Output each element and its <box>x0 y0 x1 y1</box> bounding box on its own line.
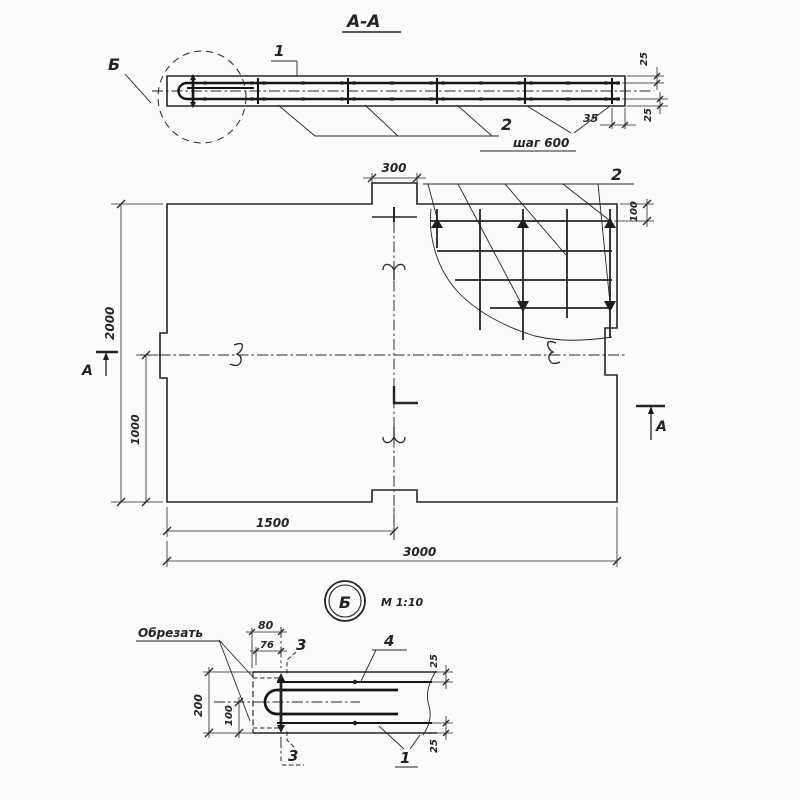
centerline-corner-mark <box>394 386 418 403</box>
detail-circle <box>158 51 246 143</box>
section-mark-right <box>636 406 667 440</box>
item-2-leaders <box>278 105 499 136</box>
item-1-leader <box>271 61 297 76</box>
transverse-bar-arrow-top <box>277 673 285 681</box>
dim-mesh-inset: 100 <box>629 201 640 222</box>
plan-item-2-diagonals <box>428 184 610 305</box>
detail-break-line <box>423 671 436 735</box>
item-3-bottom-label: 3 <box>288 747 299 765</box>
section-a-a <box>108 12 668 151</box>
dim-100-detail: 100 <box>224 705 235 726</box>
plan-item-2-label: 2 <box>611 165 623 184</box>
top-bar-dot <box>353 680 357 684</box>
plan-view <box>81 161 667 567</box>
end-bar-arrow-bottom <box>190 102 196 108</box>
dim-25-bottom-detail: 25 <box>429 739 440 753</box>
dim-3000-ext <box>167 507 617 567</box>
mesh-broken-out <box>430 209 616 340</box>
section-title: А-А <box>347 12 381 32</box>
detail-scale: М 1:10 <box>381 596 424 609</box>
detail-cut-corner-dashes <box>253 678 283 728</box>
break-squiggle-right <box>548 342 560 364</box>
dim-end-offset: 35 <box>583 112 599 125</box>
dim-cover-top: 25 <box>639 52 650 66</box>
item-2-label: 2 <box>501 115 513 134</box>
break-squiggle-left <box>230 344 242 366</box>
section-letter-right: А <box>656 419 667 435</box>
dim-25-top-detail: 25 <box>429 654 440 668</box>
dim-25b-ext <box>432 723 453 733</box>
item-4-leader <box>361 650 376 681</box>
detail-callout-leader <box>125 74 151 103</box>
dim-80: 80 <box>258 619 274 632</box>
item-3-top-label: 3 <box>296 636 307 654</box>
section-mark-left <box>81 352 118 379</box>
dim-notch-width: 300 <box>381 161 407 175</box>
detail-b <box>136 581 453 767</box>
dim-2000-ext <box>111 204 163 502</box>
dim-cover-bottom: 25 <box>643 108 654 122</box>
dim-35-ext <box>612 108 625 129</box>
dim-80-76-ext <box>252 628 256 668</box>
dim-height: 2000 <box>103 306 117 340</box>
transverse-bar-arrow-bottom <box>277 725 285 733</box>
section-letter-left: А <box>82 363 93 379</box>
item-1-detail-label: 1 <box>400 749 411 767</box>
dim-half-width: 1500 <box>256 516 290 530</box>
mesh-vertical-bars <box>437 209 610 340</box>
spacing-note: шаг 600 <box>513 136 570 150</box>
detail-callout-label: Б <box>108 55 121 74</box>
dim-width: 3000 <box>403 545 437 559</box>
dim-76: 76 <box>260 640 274 651</box>
dim-25t-ext <box>432 672 453 682</box>
detail-title: Б <box>338 593 352 612</box>
mesh-break-curve <box>430 209 612 340</box>
dim-200: 200 <box>192 694 205 717</box>
bottom-bar-dot <box>353 721 357 725</box>
cut-note: Обрезать <box>138 626 203 640</box>
item-4-label: 4 <box>384 632 395 650</box>
mesh-horizontal-bars <box>430 221 612 308</box>
dim-half-height: 1000 <box>129 414 142 445</box>
item-1-label: 1 <box>274 42 285 60</box>
end-bar-arrow-top <box>190 74 196 80</box>
